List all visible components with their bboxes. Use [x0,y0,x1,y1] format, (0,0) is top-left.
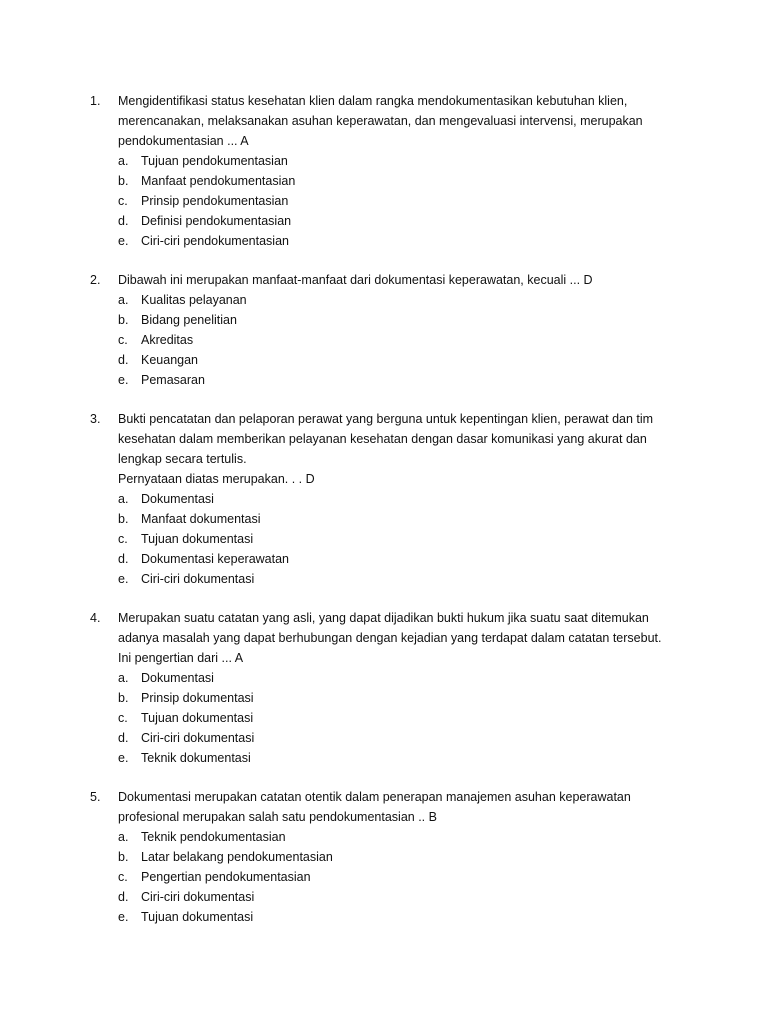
option-text: Ciri-ciri pendokumentasian [141,234,289,248]
answer-option [0,489,768,509]
option-text: Ciri-ciri dokumentasi [141,731,255,745]
option-letter: c. [118,870,128,884]
option-letter: a. [118,154,129,168]
answer-option [0,529,768,549]
question-text-line: Mengidentifikasi status kesehatan klien dalam rangka mendokumentasikan kebutuhan klien, [118,94,628,108]
option-text: Prinsip dokumentasi [141,691,254,705]
option-text: Ciri-ciri dokumentasi [141,572,255,586]
option-text: Definisi pendokumentasian [141,214,292,228]
option-text: Teknik pendokumentasian [141,830,286,844]
option-letter: e. [118,910,129,924]
question-text-line: Ini pengertian dari ... A [118,651,244,665]
option-letter: e. [118,572,129,586]
question-item [0,787,768,927]
option-text: Akreditas [141,333,194,347]
question-number: 4. [90,611,101,625]
question-item [0,91,768,251]
answer-option [0,748,768,768]
answer-option [0,907,768,927]
option-letter: d. [118,214,129,228]
option-text: Pemasaran [141,373,205,387]
question-number: 2. [90,273,101,287]
option-text: Keuangan [141,353,199,367]
question-number: 3. [90,412,101,426]
option-text: Manfaat dokumentasi [141,512,261,526]
option-letter: a. [118,293,129,307]
option-text: Manfaat pendokumentasian [141,174,296,188]
answer-option [0,728,768,748]
question-text-line: merencanakan, melaksanakan asuhan keperawatan, dan mengevaluasi intervensi, merupakan [118,114,643,128]
option-letter: d. [118,552,129,566]
option-letter: d. [118,731,129,745]
option-text: Teknik dokumentasi [141,751,251,765]
option-text: Dokumentasi [141,671,214,685]
answer-option [0,668,768,688]
question-item [0,270,768,390]
option-letter: b. [118,174,129,188]
question-text-line: lengkap secara tertulis. [118,452,247,466]
option-text: Tujuan dokumentasi [141,711,254,725]
answer-option [0,231,768,251]
option-letter: d. [118,890,129,904]
answer-option [0,887,768,907]
question-item [0,608,768,768]
option-text: Bidang penelitian [141,313,237,327]
option-letter: a. [118,492,129,506]
option-letter: d. [118,353,129,367]
option-letter: b. [118,691,129,705]
option-letter: e. [118,373,129,387]
answer-option [0,867,768,887]
question-text-line: Bukti pencatatan dan pelaporan perawat yang berguna untuk kepentingan klien, perawat dan tim [118,412,654,426]
answer-option [0,330,768,350]
question-number: 5. [90,790,101,804]
option-letter: c. [118,532,128,546]
question-text-line: Dibawah ini merupakan manfaat-manfaat dari dokumentasi keperawatan, kecuali ... D [118,273,593,287]
question-list [0,91,768,946]
question-text-line: Pernyataan diatas merupakan. . . D [118,472,315,486]
option-letter: b. [118,512,129,526]
answer-option [0,569,768,589]
question-text-line: Dokumentasi merupakan catatan otentik dalam penerapan manajemen asuhan keperawatan [118,790,631,804]
answer-option [0,191,768,211]
option-letter: c. [118,194,128,208]
answer-option [0,370,768,390]
option-text: Latar belakang pendokumentasian [141,850,333,864]
option-text: Prinsip pendokumentasian [141,194,289,208]
question-text-line: kesehatan dalam memberikan pelayanan kesehatan dengan dasar komunikasi yang akurat dan [118,432,647,446]
option-text: Tujuan pendokumentasian [141,154,288,168]
option-letter: c. [118,711,128,725]
question-text-line: adanya masalah yang dapat berhubungan dengan kejadian yang terdapat dalam catatan tersebut. [118,631,662,645]
answer-option [0,688,768,708]
option-text: Kualitas pelayanan [141,293,247,307]
option-text: Dokumentasi keperawatan [141,552,289,566]
option-letter: b. [118,850,129,864]
question-text-line: profesional merupakan salah satu pendokumentasian .. B [118,810,437,824]
option-letter: a. [118,830,129,844]
answer-option [0,151,768,171]
answer-option [0,708,768,728]
option-text: Pengertian pendokumentasian [141,870,311,884]
question-text-line: pendokumentasian ... A [118,134,249,148]
answer-option [0,549,768,569]
option-text: Tujuan dokumentasi [141,910,254,924]
answer-option [0,847,768,867]
option-letter: b. [118,313,129,327]
option-letter: c. [118,333,128,347]
answer-option [0,350,768,370]
answer-option [0,509,768,529]
answer-option [0,171,768,191]
answer-option [0,211,768,231]
question-item [0,409,768,589]
option-letter: e. [118,234,129,248]
option-text: Dokumentasi [141,492,214,506]
option-text: Ciri-ciri dokumentasi [141,890,255,904]
answer-option [0,310,768,330]
answer-option [0,827,768,847]
option-letter: a. [118,671,129,685]
option-letter: e. [118,751,129,765]
question-text-line: Merupakan suatu catatan yang asli, yang dapat dijadikan bukti hukum jika suatu saat ditemukan [118,611,649,625]
question-number: 1. [90,94,101,108]
answer-option [0,290,768,310]
option-text: Tujuan dokumentasi [141,532,254,546]
